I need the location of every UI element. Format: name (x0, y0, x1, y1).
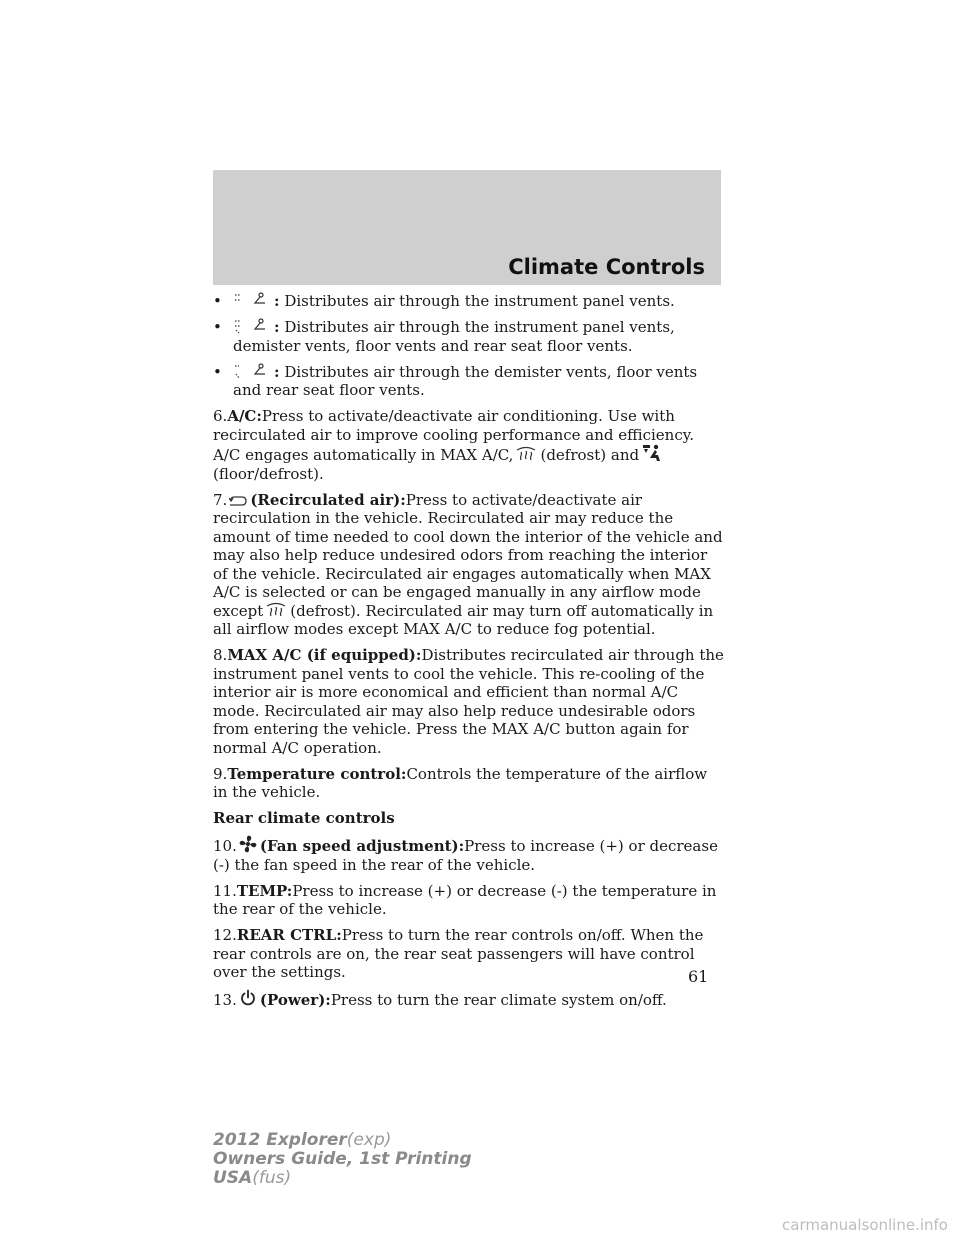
bullet-text: Distributes air through the demister vents, floor vents and rear seat floor vents. (233, 362, 698, 399)
rear-climate-heading: Rear climate controls (213, 809, 395, 827)
floor-defrost-icon (641, 444, 661, 462)
print-footer: 2012 Explorer(exp) Owners Guide, 1st Printing USA(fus) (213, 1130, 472, 1188)
item-label: Temperature control: (227, 764, 407, 783)
fan-icon (239, 835, 257, 853)
item-label: (Power): (259, 991, 331, 1009)
defrost-icon (515, 446, 537, 462)
item-label: MAX A/C (if equipped): (227, 646, 422, 664)
item-power: 13. (Power):Press to turn the rear climate system on/off. (213, 991, 667, 1009)
item-label: TEMP: (236, 881, 293, 900)
page-content (213, 292, 725, 1017)
item-label: (Recirculated air): (250, 490, 406, 509)
item-fan-speed: 10. (Fan speed adjustment):Press to increase (+) or decrease (-) the fan speed in the rear of the vehicle. (213, 837, 718, 874)
item-max-ac: 8.MAX A/C (if equipped):Distributes recirculated air through the instrument panel vents to cool the vehicle. This re-cooling of the interior air is more economical and efficient than normal A/C mode. Recirculated air may also help reduce undesirable odors from entering the vehicle. Press the MAX A/C button again for normal A/C operation. (213, 646, 724, 757)
item-label: A/C: (227, 407, 262, 425)
item-rear-ctrl: 12.REAR CTRL:Press to turn the rear controls on/off. When the rear controls are on, the rear seat passengers will have control over the settings. (213, 926, 704, 981)
power-icon (239, 989, 257, 1007)
watermark: carmanualsonline.info (782, 1216, 948, 1234)
bullet-text: Distributes air through the instrument panel vents, demister vents, floor vents and rear seat floor vents. (233, 318, 675, 355)
bullet-item-panel-floor-vents: • : Distributes air through the instrument panel vents, demister vents, floor vents and rear seat floor vents. (213, 318, 675, 355)
floor-vents-icon (231, 363, 271, 379)
item-ac: 6.A/C:Press to activate/deactivate air conditioning. Use with recirculated air to improve cooling performance and efficiency. A/C engages automatically in MAX A/C, (defrost) and (floor/defrost). (213, 407, 694, 483)
section-title: Climate Controls (508, 255, 705, 279)
item-temperature-control: 9.Temperature control:Controls the temperature of the airflow in the vehicle. (213, 764, 708, 801)
bullet-item-floor-vents: • : Distributes air through the demister vents, floor vents and rear seat floor vents. (213, 362, 698, 399)
bullet-item-panel-vents: • : Distributes air through the instrument panel vents. (213, 292, 675, 310)
panel-floor-vents-icon (231, 318, 271, 334)
recirculation-icon (229, 495, 247, 507)
panel-vents-icon (231, 292, 271, 308)
item-recirculated-air: 7. (Recirculated air):Press to activate/deactivate air recirculation in the vehicle. Recirculated air may reduce the amount of time needed to cool down the interior of the vehicle and may also help reduce undesired odors from reaching the interior of the vehicle. Recirculated air engages automatically when MAX A/C is selected or can be engaged manually in any airflow mode except (defrost). Recirculated air may turn off automatically in all airflow modes except MAX A/C to reduce fog potential. (213, 490, 723, 638)
bullet-text: Distributes air through the instrument panel vents. (284, 292, 675, 310)
defrost-icon (265, 602, 287, 618)
item-label: REAR CTRL: (236, 926, 342, 944)
item-rear-temp: 11.TEMP:Press to increase (+) or decrease (-) the temperature in the rear of the vehicle. (213, 881, 717, 918)
item-label: (Fan speed adjustment): (259, 837, 465, 855)
section-header-bar (213, 170, 721, 285)
page-number: 61 (688, 967, 709, 986)
